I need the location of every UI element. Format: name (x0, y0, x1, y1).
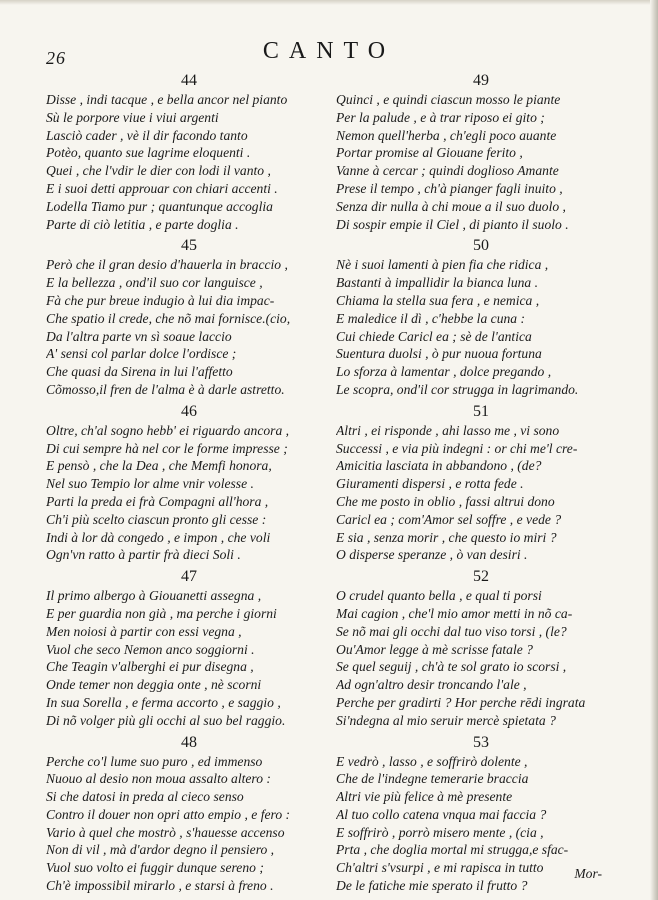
verse-line: Lodella Tiamo pur ; quantunque accoglia (46, 198, 273, 214)
running-head: CANTO (262, 38, 396, 64)
verse-line: Ch'è impossibil mirarlo , e starsi à freno . (46, 878, 274, 894)
verse-line: Successi , e via più indegni : or chi me'l cre- (336, 440, 578, 456)
stanza (46, 402, 332, 564)
verse-line: Che Teagin v'alberghi ei pur disegna , (46, 659, 254, 675)
verse-line: Le scopra, ond'il cor strugga in lagrimando. (336, 381, 579, 397)
verse-line: Lasciò cader , vè il dir facondo tanto (46, 127, 248, 143)
verse-line: Ch'altri s'vsurpi , e mi rapisca in tutto (336, 860, 544, 876)
stanza (336, 402, 626, 564)
verse-line: Vuol suo volto ei fuggir dunque sereno ; (46, 860, 264, 876)
stanza-number: 49 (473, 72, 489, 89)
right-column (336, 71, 626, 898)
verse-line: E vedrò , lasso , e soffrirò dolente , (336, 753, 528, 769)
verse-line: Oltre, ch'al sogno hebb' ei riguardo ancora , (46, 422, 290, 438)
verse-line: E soffrirò , porrò misero mente , (cia , (336, 824, 544, 840)
verse-line: Ad ogn'altro desir troncando l'ale , (336, 677, 527, 693)
verse-line: Potèo, quanto sue lagrime eloquenti . (46, 145, 251, 161)
verse-line: E i suoi detti approuar con chiari accenti . (46, 180, 278, 196)
verse-line: E maledice il dì , c'hebbe la cuna : (336, 310, 526, 326)
stanza-number: 48 (181, 733, 197, 751)
verse-line: Quei , che l'vdir le dier con lodi il vanto , (46, 163, 271, 179)
verse-line: Però che il gran desio d'hauerla in braccio , (46, 257, 288, 273)
verse-line: Vario à quel che mostrò , s'hauesse accenso (46, 824, 285, 840)
verse-line: Amicitia lasciata in abbandono , (de? (336, 458, 542, 474)
stanza-number: 50 (473, 237, 489, 255)
verse-line: De le fatiche mie sperato il frutto ? (336, 878, 528, 894)
verse-line: Cui chiede Caricl ea ; sè de l'antica (336, 328, 532, 344)
verse-line: Nel suo Tempio lor alme vnir volesse . (46, 476, 254, 492)
verse-line: Vanne à cercar ; quindi doglioso Amante (336, 163, 559, 179)
stanza-number: 53 (473, 733, 489, 751)
stanza (46, 733, 332, 895)
verse-line: Se nõ mai gli occhi dal tuo viso torsi , (le? (336, 623, 567, 639)
verse-line: Lo sforza à lamentar , dolce pregando , (336, 364, 552, 380)
verse-line: Senza dir nulla à chi moue a il suo duolo , (336, 198, 566, 214)
verse-line: Parti la preda ei frà Compagni all'hora , (46, 493, 269, 509)
verse-line: Altri vie più felice à mè presente (336, 789, 513, 805)
verse-line: Cõmosso,il fren de l'alma è à darle astretto. (46, 381, 285, 397)
verse-line: Suentura duolsi , ò pur nuoua fortuna (336, 346, 542, 362)
verse-line: A' sensi col parlar dolce l'ordisce ; (46, 346, 237, 362)
verse-line: Parte di ciò letitia , e parte doglia . (46, 216, 239, 232)
verse-line: Giuramenti dispersi , e rotta fede . (336, 476, 524, 492)
stanza (46, 71, 332, 233)
verse-line: E sia , senza morir , che questo io miri ? (336, 529, 557, 545)
verse-line: Che spatio il crede, che nõ mai fornisce.(cio, (46, 310, 291, 326)
verse-line: Caricl ea ; com'Amor sel soffre , e vede ? (336, 511, 562, 527)
stanza (336, 567, 626, 729)
verse-line: Perche co'l lume suo puro , ed immenso (46, 753, 263, 769)
verse-line: Sù le porpore viue i viui argenti (46, 109, 219, 125)
verse-line: Ogn'vn ratto à partir frà dieci Soli . (46, 547, 241, 563)
page-top-edge (0, 0, 658, 5)
verse-line: E la bellezza , ond'il suo cor languisce , (46, 275, 263, 291)
verse-line: Perche per gradirti ? Hor perche rēdi ingrata (336, 694, 586, 710)
stanza (46, 567, 332, 729)
stanza (46, 236, 332, 398)
verse-line: Altri , ei risponde , ahi lasso me , vi sono (336, 422, 560, 438)
verse-line: Quinci , e quindi ciascun mosso le piante (336, 92, 561, 107)
stanza (336, 71, 626, 233)
verse-line: Se quel seguij , ch'à te sol grato io scorsi , (336, 659, 567, 675)
verse-line: Che quasi da Sirena in lui l'affetto (46, 364, 233, 380)
verse-line: Si che datosi in preda al cieco senso (46, 789, 244, 805)
verse-line: Di sospir empie il Ciel , di pianto il suolo . (336, 216, 569, 232)
stanza-number: 46 (181, 402, 197, 420)
verse-line: Non di vil , mà d'ardor degno il pensiero , (46, 842, 275, 858)
verse-line: Che de l'indegne temerarie braccia (336, 771, 529, 787)
catchword: Mor- (574, 866, 602, 881)
left-column (46, 71, 332, 898)
verse-line: Si'ndegna al mio seruir mercè spietata ? (336, 712, 556, 728)
verse-line: Di nõ volger più gli occhi al suo bel raggio. (46, 712, 286, 728)
verse-line: Bastanti à impallidir la bianca luna . (336, 275, 539, 291)
verse-line: Mai cagion , che'l mio amor metti in nõ ca- (336, 605, 573, 621)
verse-line: Portar promise al Giouane ferito , (336, 145, 523, 161)
verse-line: Prta , che doglia mortal mi strugga,e sfac- (336, 842, 569, 858)
verse-line: Vuol che seco Nemon anco soggiorni . (46, 641, 255, 657)
verse-line: Nemon quell'herba , ch'egli poco auante (336, 127, 557, 143)
verse-line: Di cui sempre hà nel cor le forme impresse ; (46, 440, 288, 456)
verse-line: E pensò , che la Dea , che Memfi honora, (46, 458, 272, 474)
stanza-number: 47 (181, 568, 197, 586)
verse-line: Contro il douer non opri atto empio , e fero : (46, 806, 291, 822)
verse-line: Da l'altra parte vn sì soaue laccio (46, 328, 232, 344)
verse-line: O disperse speranze , ò van desiri . (336, 547, 528, 563)
stanza-number: 52 (473, 568, 489, 586)
verse-line: Al tuo collo catena vnqua mai faccia ? (336, 806, 547, 822)
verse-line: Nuouo al desio non moua assalto altero : (46, 771, 271, 787)
page-number: 26 (46, 48, 66, 68)
verse-line: Onde temer non deggia onte , nè scorni (46, 677, 262, 693)
verse-line: Nè i suoi lamenti à pien fia che ridica , (336, 257, 549, 273)
verse-line: Il primo albergo à Giouanetti assegna , (46, 588, 262, 604)
verse-line: Indi à lor dà congedo , e impon , che voli (46, 529, 271, 545)
stanza (336, 236, 626, 398)
verse-line: E per guardia non già , ma perche i giorni (46, 605, 277, 621)
verse-line: Ou'Amor legge à mè scrisse fatale ? (336, 641, 533, 657)
verse-line: Prese il tempo , ch'à pianger fagli inuito , (336, 180, 563, 196)
verse-line: Ch'i più scelto ciascun pronto gli cesse : (46, 511, 267, 527)
verse-line: Che me posto in oblio , fassi altrui dono (336, 493, 555, 509)
stanza-number: 45 (181, 237, 197, 255)
stanza-number: 51 (473, 402, 489, 420)
verse-line: Fà che pur breue indugio à lui dia impac- (46, 292, 275, 308)
verse-line: Chiama la stella sua fera , e nemica , (336, 292, 540, 308)
page-binding-shadow (650, 0, 658, 900)
stanza-number: 44 (181, 72, 197, 89)
verse-line: Per la palude , e à trar riposo ei gito ; (336, 109, 545, 125)
verse-line: Men noiosi à partir con essi vegna , (46, 623, 242, 639)
verse-line: Disse , indi tacque , e bella ancor nel pianto (46, 92, 288, 107)
verse-line: O crudel quanto bella , e qual ti porsi (336, 588, 542, 604)
verse-line: In sua Sorella , e ferma accorto , e saggio , (46, 694, 281, 710)
